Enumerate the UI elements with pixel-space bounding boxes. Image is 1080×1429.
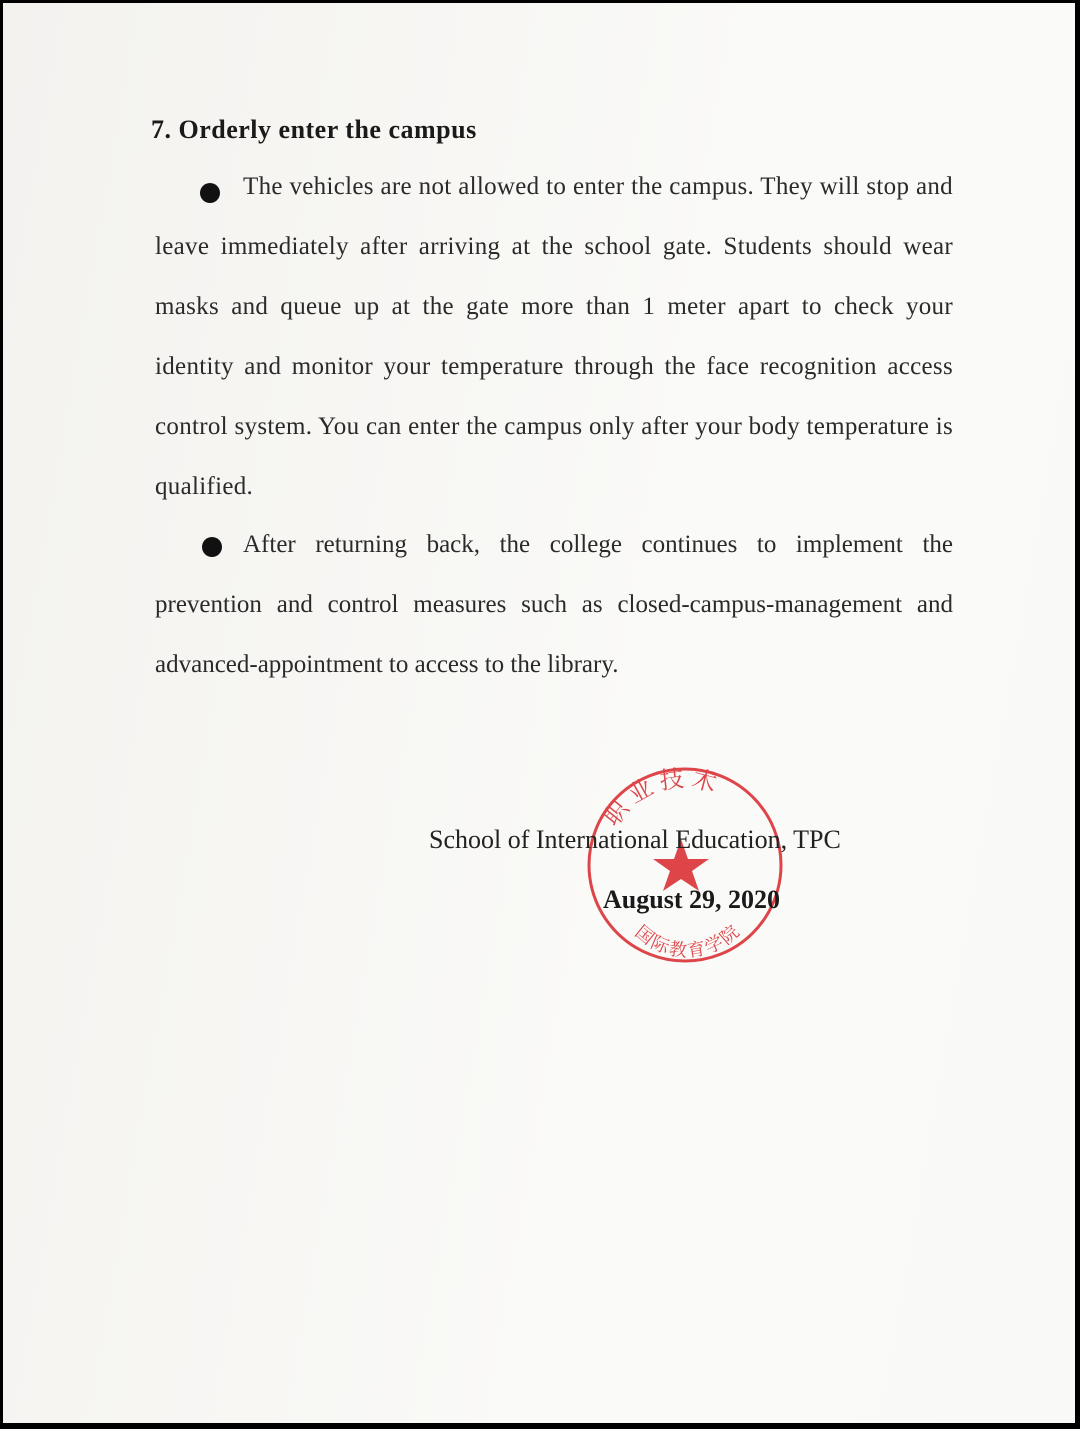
signature-organization: School of International Education, TPC <box>429 825 841 854</box>
seal-top-text: 职业技术 <box>597 763 726 832</box>
signature-date: August 29, 2020 <box>603 885 780 914</box>
svg-text:国际教育学院 <box>631 920 745 962</box>
official-seal-icon <box>577 759 789 971</box>
section-title: 7. Orderly enter the campus <box>151 115 477 144</box>
seal-bottom-text: 国际教育学院 <box>630 920 746 963</box>
document-page <box>3 3 1075 1423</box>
svg-text:职业技术 <box>598 764 726 831</box>
paragraph-1: The vehicles are not allowed to enter the campus. They will stop and leave immediately after arriving at the school gate. Students should wear masks and queue up at the gate more than 1 meter apart to check your identity and monitor your temperature through the face recognition access control system. You can enter the campus only after your body temperature is qualified. <box>155 173 953 500</box>
paragraph-2: After returning back, the college continues to implement the prevention and control measures such as closed-campus-management and advanced-appointment to access to the library. <box>155 531 953 678</box>
